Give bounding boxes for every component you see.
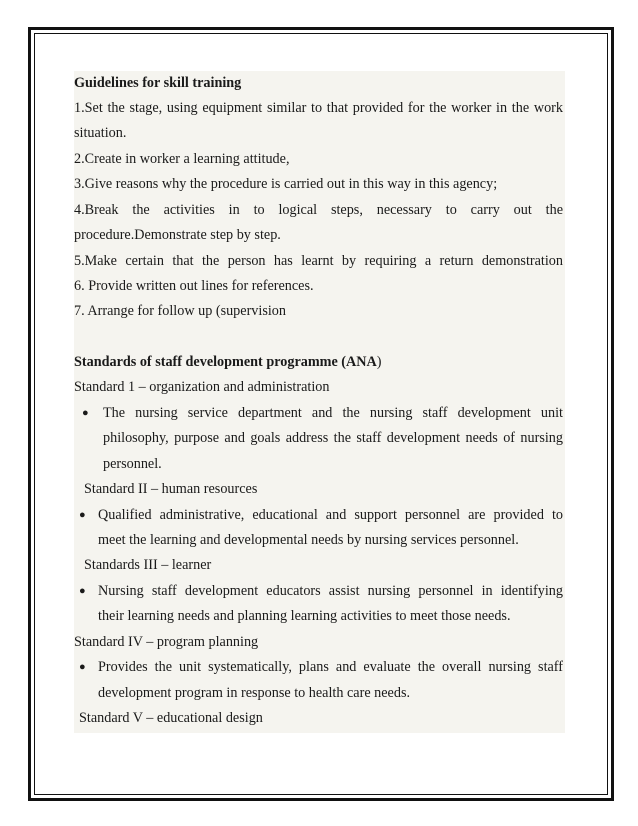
- bullet-icon: ●: [79, 585, 86, 597]
- bullet-1-line: personnel.: [103, 456, 162, 472]
- bullet-icon: ●: [79, 661, 86, 673]
- bullet-3-line: their learning needs and planning learning activities to meet those needs.: [98, 608, 511, 624]
- standards-heading-end: ): [376, 354, 382, 370]
- guidelines-heading: Guidelines for skill training: [74, 75, 242, 91]
- guideline-line: 1.Set the stage, using equipment similar to that provided for the worker in the work: [74, 100, 563, 116]
- guideline-line: 4.Break the activities in to logical steps, necessary to carry out the: [74, 202, 563, 218]
- bullet-4-line: Provides the unit systematically, plans and evaluate the overall nursing staff: [98, 659, 563, 675]
- bullet-4-line: development program in response to health care needs.: [98, 685, 411, 701]
- bullet-icon: ●: [82, 407, 89, 419]
- guideline-line: 6. Provide written out lines for references.: [74, 278, 314, 294]
- bullet-icon: ●: [79, 509, 86, 521]
- guideline-line: 3.Give reasons why the procedure is carried out in this way in this agency;: [74, 176, 498, 192]
- standards-heading: [74, 353, 382, 371]
- guideline-line: procedure.Demonstrate step by step.: [74, 227, 281, 243]
- standard-3-title: Standards III – learner: [84, 557, 212, 573]
- standard-2-title: Standard II – human resources: [84, 481, 258, 497]
- standard-5-title: Standard V – educational design: [79, 710, 263, 726]
- guideline-line: 2.Create in worker a learning attitude,: [74, 151, 290, 167]
- bullet-3-line: Nursing staff development educators assist nursing personnel in identifying: [98, 583, 563, 599]
- guideline-line: situation.: [74, 125, 127, 141]
- document-body: [74, 71, 565, 733]
- standard-4-title: Standard IV – program planning: [74, 634, 259, 650]
- bullet-1-line: The nursing service department and the nursing staff development unit: [103, 405, 563, 421]
- standards-heading-text: Standards of staff development programme (ANA: [74, 354, 377, 370]
- guideline-line: 7. Arrange for follow up (supervision: [74, 303, 286, 319]
- guideline-line: 5.Make certain that the person has learnt by requiring a return demonstration: [74, 253, 563, 269]
- bullet-2-line: meet the learning and developmental needs by nursing services personnel.: [98, 532, 519, 548]
- standard-1-title: Standard 1 – organization and administration: [74, 379, 330, 395]
- bullet-2-line: Qualified administrative, educational and support personnel are provided to: [98, 507, 563, 523]
- bullet-1-line: philosophy, purpose and goals address the staff development needs of nursing: [103, 430, 563, 446]
